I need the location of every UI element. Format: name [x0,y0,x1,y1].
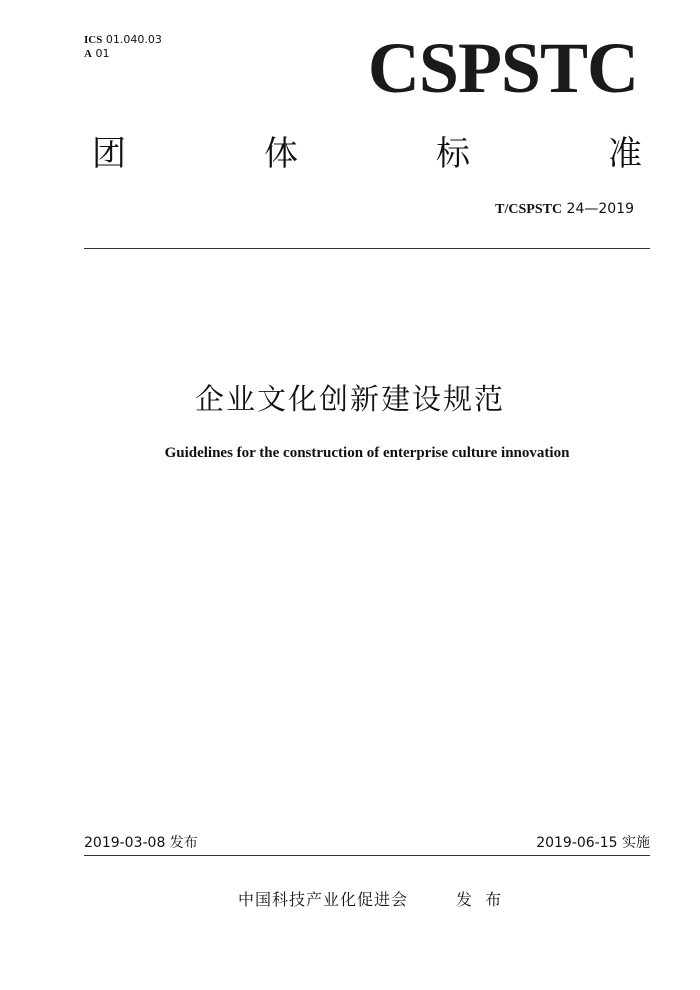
ics-code-row [84,33,162,47]
publish-label: 发 布 [456,890,502,909]
implementation-date: 2019-06-15 实施 [536,835,650,851]
standard-type-char: 团 [92,134,126,174]
standard-type-heading [92,134,642,174]
ics-code: 01.040.03 [105,33,162,46]
ccs-code: 01 [95,47,110,60]
classification-codes [84,33,162,61]
ccs-code-row [84,47,162,61]
standard-type-char: 标 [436,134,470,174]
ccs-label: A [84,48,92,60]
issue-date: 2019-03-08 发布 [84,835,198,851]
top-divider [84,248,650,249]
title-chinese: 企业文化创新建设规范 [194,382,505,416]
bottom-divider [84,855,650,856]
standard-type-char: 准 [608,134,642,174]
title-english: Guidelines for the construction of enterprise culture innovation [164,445,570,461]
ics-label: ICS [84,34,103,46]
publisher-name: 中国科技产业化促进会 [238,890,409,909]
standard-number [495,200,634,219]
standard-type-char: 体 [264,134,298,174]
standard-number-value: 24—2019 [566,201,634,217]
standard-number-prefix: T/CSPSTC [495,202,563,217]
brand-logo-text: CSPSTC [367,28,638,108]
